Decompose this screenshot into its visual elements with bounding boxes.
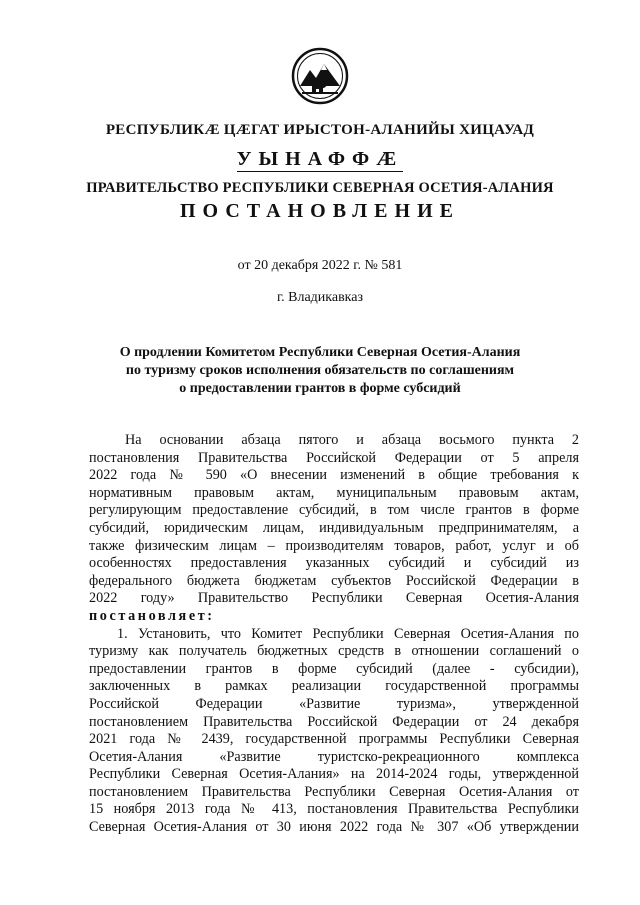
title-line: по туризму сроков исполнения обязательств по соглашениям	[125, 363, 515, 378]
title-line: О продлении Комитетом Республики Северная Осетия-Алания	[119, 345, 521, 360]
resolves-word: постановляет:	[89, 607, 215, 624]
body-line: особенностях предоставления указанных субсидий и субсидий из	[89, 555, 579, 572]
body-line: предоставлении грантов в форме субсидий (далее - субсидии),	[89, 660, 579, 677]
coat-of-arms-icon	[290, 46, 350, 106]
body-line: Российской Федерации «Развитие туризма», утвержденной	[89, 695, 579, 712]
decree-date-number: от 20 декабря 2022 г. № 581	[237, 258, 403, 273]
body-line: 2022 году» Правительство Республики Северная Осетия-Алания	[89, 590, 579, 607]
decree-city: г. Владикавказ	[276, 290, 364, 305]
body-line: также физическим лицам – производителям товаров, работ, услуг и об	[89, 537, 579, 554]
body-line: заключенных в рамках реализации государственной программы	[89, 678, 579, 695]
osetian-government-heading: РЕСПУБЛИКӔ ЦӔГАТ ИРЫСТОН-АЛАНИЙЫ ХИЦАУАД	[105, 122, 535, 138]
body-line: Осетия-Алания «Развитие туристско-рекреационного комплекса	[89, 748, 579, 765]
body-line: На основании абзаца пятого и абзаца восьмого пункта 2	[125, 432, 579, 448]
decree-body	[89, 432, 579, 837]
body-line: постановления Правительства Российской Федерации от 5 апреля	[89, 449, 579, 466]
russian-government-heading: ПРАВИТЕЛЬСТВО РЕСПУБЛИКИ СЕВЕРНАЯ ОСЕТИЯ-АЛАНИЯ	[86, 180, 554, 196]
body-line: 2022 года № 590 «О внесении изменений в общие требования к	[89, 467, 579, 484]
decree-title	[60, 344, 580, 398]
body-line: субсидий, юридическим лицам, индивидуальным предпринимателям, а	[89, 519, 579, 536]
body-line: Республики Северная Осетия-Алания» на 2014-2024 годы, утвержденной	[89, 766, 579, 783]
title-line: о предоставлении грантов в форме субсидий	[179, 381, 461, 396]
body-line: Северная Осетия-Алания от 30 июня 2022 года № 307 «Об утверждении	[89, 819, 579, 836]
osetian-decree-word: УЫНАФФӔ	[236, 148, 404, 170]
body-line: постановлением Правительства Республики Северная Осетия-Алания от	[89, 783, 579, 800]
body-line: регулирующим предоставление субсидий, в том числе грантов в форме	[89, 502, 579, 519]
body-line: 15 ноября 2013 года № 413, постановления Правительства Республики	[89, 801, 579, 818]
osetian-decree-heading	[60, 148, 580, 171]
body-line: федерального бюджета бюджетам субъектов Российской Федерации в	[89, 572, 579, 589]
body-line: туризму как получатель бюджетных средств в отношении соглашений о	[89, 643, 579, 660]
russian-decree-heading: ПОСТАНОВЛЕНИЕ	[180, 200, 460, 222]
body-line: 2021 года № 2439, государственной программы Республики Северная	[89, 731, 579, 748]
body-line: 1. Установить, что Комитет Республики Северная Осетия-Алания по	[117, 625, 579, 642]
body-line: нормативным правовым актам, муниципальным правовым актам,	[89, 484, 579, 501]
body-line: постановлением Правительства Российской Федерации от 24 декабря	[89, 713, 579, 730]
